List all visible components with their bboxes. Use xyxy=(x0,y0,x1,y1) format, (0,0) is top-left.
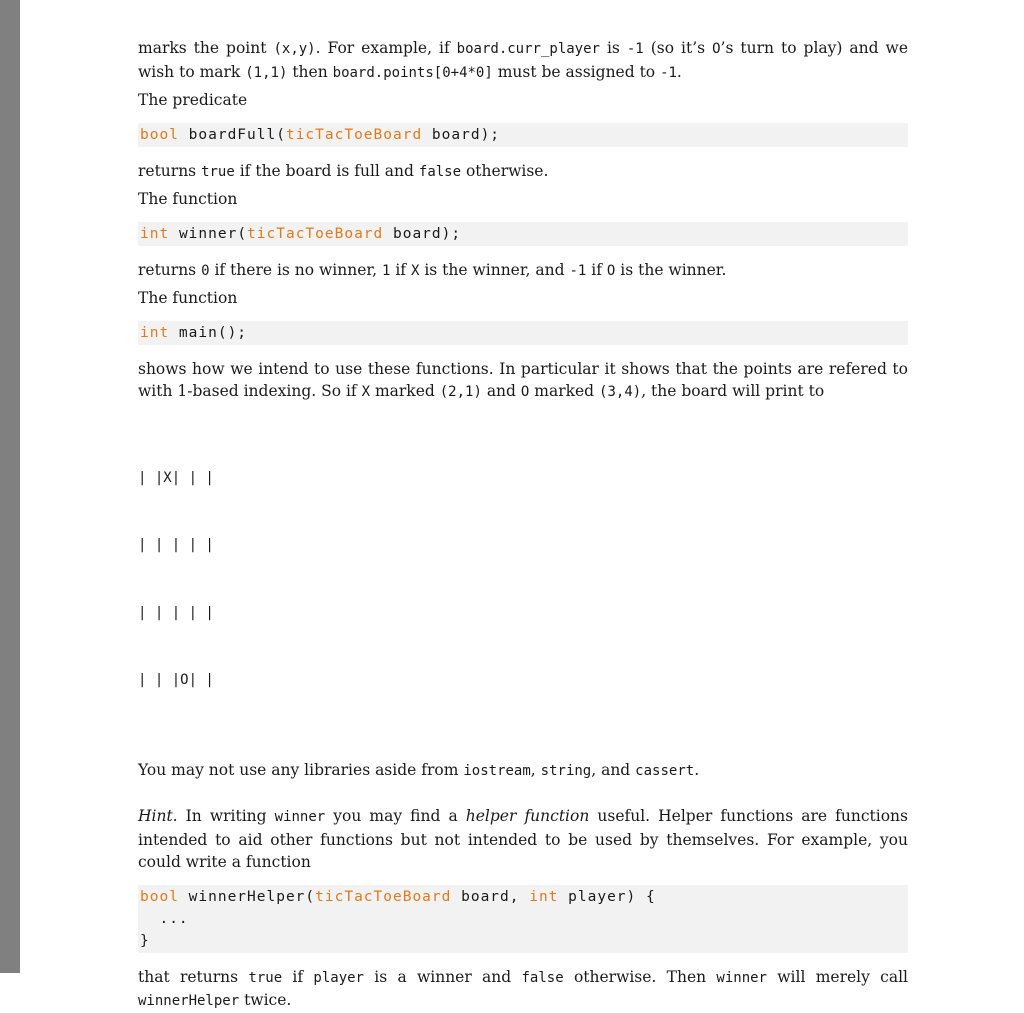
code-block-boardfull: bool boardFull(ticTacToeBoard board); xyxy=(138,123,908,147)
left-margin-bar xyxy=(0,0,20,973)
paragraph-hint: Hint. In writing winner you may find a helper function useful. Helper functions are functions intended to aid other functions but not intended to be used by themselves. For example, you could write a function xyxy=(138,807,908,871)
paragraph-helper-returns: that returns true if player is a winner and false otherwise. Then winner will merely call winnerHelper twice. xyxy=(138,967,908,1009)
paragraph-usage: shows how we intend to use these functions. In particular it shows that the points are refered to with 1-based indexing. So if X marked (2,1) and O marked (3,4), the board will print to xyxy=(138,359,908,400)
board-row: | | | | | xyxy=(138,537,214,553)
paragraph-winner-returns: returns 0 if there is no winner, 1 if X is the winner, and -1 if O is the winner. xyxy=(138,260,727,279)
paragraph-libraries: You may not use any libraries aside from iostream, string, and cassert. xyxy=(138,760,700,779)
function-intro-winner: The function xyxy=(138,190,238,208)
predicate-intro: The predicate xyxy=(138,91,248,109)
board-row: | | | | | xyxy=(138,604,214,621)
code-block-winner: int winner(ticTacToeBoard board); xyxy=(138,222,908,246)
board-output xyxy=(138,422,908,737)
function-intro-main: The function xyxy=(138,289,238,307)
paragraph-boardfull-returns: returns true if the board is full and false otherwise. xyxy=(138,161,549,180)
code-block-main: int main(); xyxy=(138,321,908,345)
board-row: | |X| | | xyxy=(138,469,214,486)
board-row: | | |O| | xyxy=(138,672,214,688)
document-page xyxy=(138,37,908,1013)
code-block-winnerhelper: bool winnerHelper(ticTacToeBoard board, int player) { ... } xyxy=(138,885,908,953)
paragraph-mark-point: marks the point (x,y). For example, if board.curr_player is -1 (so it’s O’s turn to play) and we wish to mark (1,1) then board.points[0+4*0] must be assigned to -1. xyxy=(138,39,908,81)
